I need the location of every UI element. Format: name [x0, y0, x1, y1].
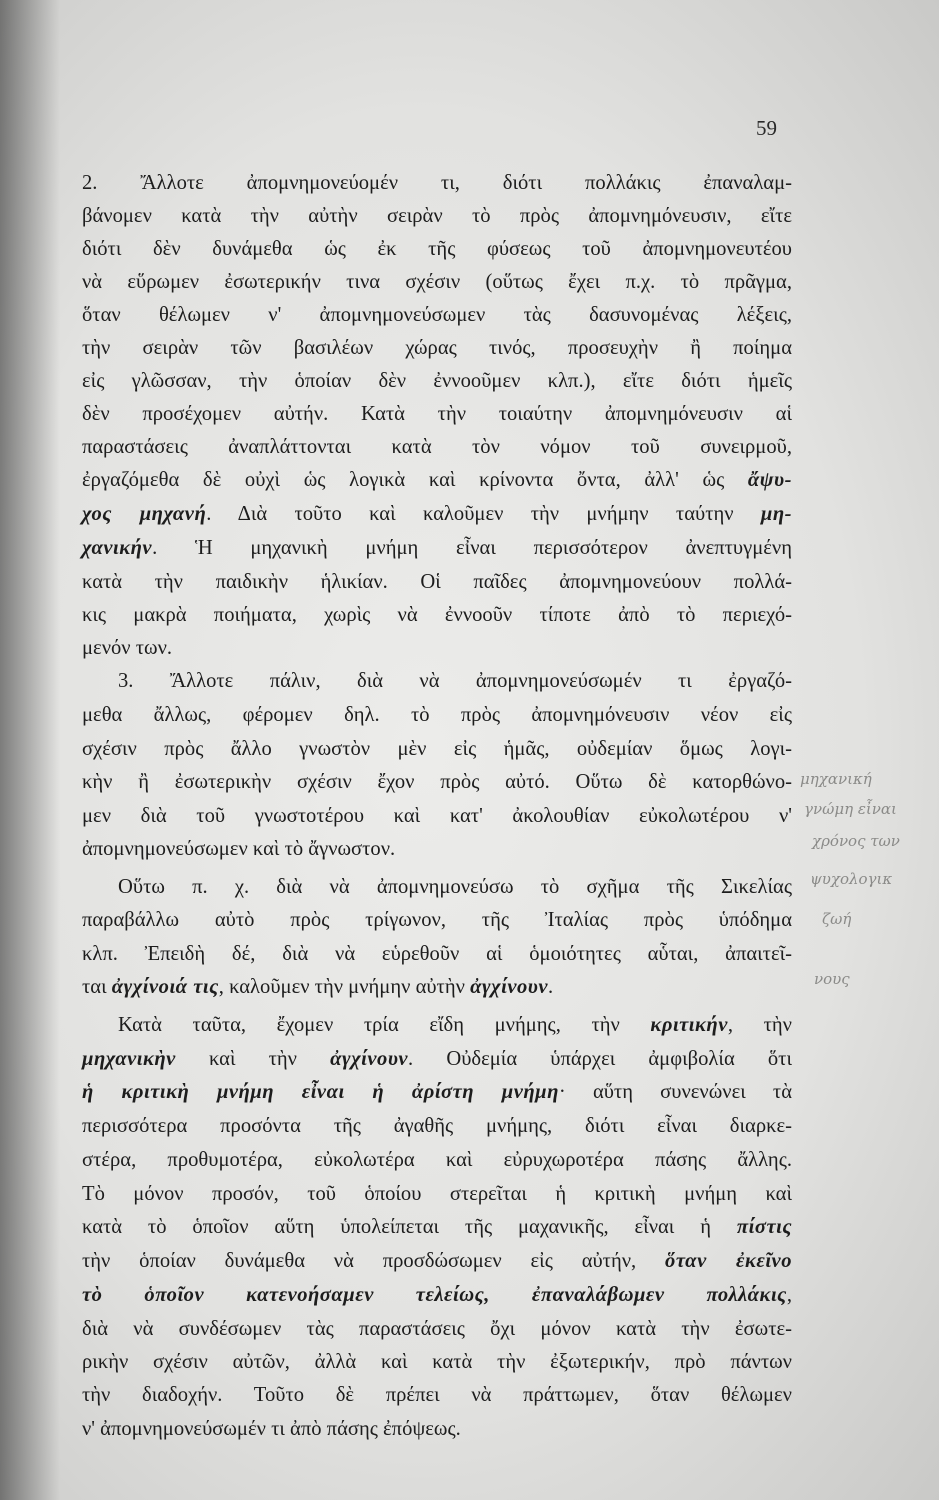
- text-run: δὲν προσέχομεν αὐτήν. Κατὰ τὴν τοιαύτην ἀπομνημόνευσιν αἱ: [82, 403, 792, 425]
- text-run: κατὰ τὸ ὁποῖον αὕτη ὑπολείπεται τῆς μαχανικῆς, εἶναι ἡ: [82, 1216, 711, 1238]
- text-run: · αὕτη συνενώνει τὰ: [558, 1081, 792, 1103]
- text-run: 2. Ἄλλοτε ἀπομνημονεύομέν τι, διότι πολλάκις ἐπαναλαμ-: [82, 172, 792, 194]
- text-run: Κατὰ ταῦτα, ἔχομεν τρία εἴδη μνήμης, τὴν: [118, 1014, 620, 1036]
- text-line: [82, 771, 792, 804]
- binding-shadow: [0, 0, 60, 1500]
- text-run: ρικὴν σχέσιν αὐτῶν, ἀλλὰ καὶ κατὰ τὴν ἐξωτερικήν, πρὸ πάντων: [82, 1351, 792, 1373]
- text-line: [82, 1250, 792, 1283]
- text-run: τὴν ὁποίαν δυνάμεθα νὰ προσδώσωμεν εἰς αὐτήν,: [82, 1250, 637, 1272]
- margin-note: νους: [814, 970, 850, 988]
- text-line: [82, 670, 792, 703]
- text-line: [82, 1115, 792, 1148]
- text-run: σχέσιν πρὸς ἄλλο γνωστὸν μὲν εἰς ἡμᾶς, οὐδεμίαν ὅμως λογι-: [82, 738, 792, 760]
- bold-phrase: πίστις: [736, 1216, 792, 1238]
- text-run: Τὸ μόνον προσόν, τοῦ ὁποίου στερεῖται ἡ κριτικὴ μνήμη καὶ: [82, 1183, 792, 1205]
- text-line: [82, 1216, 792, 1249]
- text-line: [82, 172, 792, 205]
- text-run: καὶ τὴν: [175, 1048, 297, 1070]
- margin-note: μηχανική: [800, 770, 872, 788]
- text-run: διότι δὲν δυνάμεθα ὡς ἐκ τῆς φύσεως τοῦ ἀπομνημονευτέου: [82, 238, 792, 260]
- text-run: ν' ἀπομνημονεύσωμέν τι ἀπὸ πάσης ἐπόψεως.: [82, 1418, 461, 1440]
- text-run: παραστάσεις ἀναπλάττονται κατὰ τὸν νόμον τοῦ συνειρμοῦ,: [82, 436, 792, 458]
- bold-phrase: κριτικήν: [650, 1014, 728, 1036]
- text-run: ἀπομνημονεύσωμεν καὶ τὸ ἄγνωστον.: [82, 838, 396, 860]
- text-line: [82, 1284, 792, 1317]
- text-run: . Διὰ τοῦτο καὶ καλοῦμεν τὴν μνήμην ταύτην: [206, 503, 734, 525]
- text-line: [82, 943, 792, 976]
- text-run: . Ἡ μηχανικὴ μνήμη εἶναι περισσότερον ἀνεπτυγμένη: [152, 537, 792, 559]
- bold-phrase: ἡ κριτικὴ μνήμη εἶναι ἡ ἀρίστη μνήμη: [82, 1081, 559, 1103]
- margin-note: ψυχολογικ: [810, 870, 893, 888]
- text-line: [82, 909, 792, 942]
- text-run: κλπ. Ἐπειδὴ δέ, διὰ νὰ εὑρεθοῦν αἱ ὁμοιότητες αὗται, ἀπαιτεῖ-: [82, 943, 792, 965]
- text-line: [82, 1384, 792, 1417]
- text-run: περισσότερα προσόντα τῆς ἀγαθῆς μνήμης, διότι εἶναι διαρκε-: [82, 1115, 792, 1137]
- text-line: [82, 738, 792, 771]
- text-line: [82, 403, 792, 436]
- text-run: , τὴν: [727, 1014, 792, 1036]
- text-line: [82, 838, 792, 871]
- text-line: [82, 370, 792, 403]
- text-run: 3. Ἄλλοτε πάλιν, διὰ νὰ ἀπομνημονεύσωμέν τι ἐργαζό-: [118, 670, 792, 692]
- text-line: [82, 304, 792, 337]
- bold-phrase: μηχανικὴν: [82, 1048, 176, 1070]
- text-line: [82, 604, 792, 637]
- text-line: [82, 704, 792, 737]
- bold-phrase: ἀγχίνουν: [330, 1048, 409, 1070]
- text-line: [82, 1351, 792, 1384]
- text-run: μεθα ἄλλως, φέρομεν δηλ. τὸ πρὸς ἀπομνημόνευσιν νέον εἰς: [82, 704, 792, 726]
- text-line: [82, 537, 792, 570]
- text-run: ται: [82, 976, 107, 998]
- text-run: Οὕτω π. χ. διὰ νὰ ἀπομνημονεύσω τὸ σχῆμα τῆς Σικελίας: [118, 876, 792, 898]
- text-run: κατὰ τὴν παιδικὴν ἡλικίαν. Οἱ παῖδες ἀπομνημονεύουν πολλά-: [82, 571, 792, 593]
- text-line: [82, 469, 792, 502]
- bold-phrase: μη-: [760, 503, 792, 525]
- text-run: ,: [786, 1284, 792, 1306]
- text-run: κὴν ἢ ἐσωτερικὴν σχέσιν ἔχον πρὸς αὐτό. Οὕτω δὲ κατορθώνο-: [82, 771, 792, 793]
- bold-phrase: ἀγχίνουν: [470, 976, 548, 998]
- text-line: [82, 805, 792, 838]
- text-run: ὅταν θέλωμεν ν' ἀπομνημονεύσωμεν τὰς δασυνομένας λέξεις,: [82, 304, 792, 326]
- bold-phrase: ἀγχίνοιά τις: [111, 976, 219, 998]
- text-run: τὴν διαδοχήν. Τοῦτο δὲ πρέπει νὰ πράττωμεν, ὅταν θέλωμεν: [82, 1384, 792, 1406]
- margin-note: γνώμη εἶναι: [804, 800, 897, 818]
- text-line: [82, 271, 792, 304]
- text-line: [82, 1318, 792, 1351]
- text-line: [82, 1014, 792, 1047]
- bold-phrase: χος μηχανή: [82, 503, 207, 525]
- text-line: [82, 976, 792, 1009]
- text-run: διὰ νὰ συνδέσωμεν τὰς παραστάσεις ὄχι μόνον κατὰ τὴν ἐσωτε-: [82, 1318, 792, 1340]
- bold-phrase: τὸ ὁποῖον κατενοήσαμεν τελείως, ἐπαναλάβωμεν πολλάκις: [82, 1284, 787, 1306]
- text-line: [82, 1418, 792, 1451]
- text-run: . Οὐδεμία ὑπάρχει ἀμφιβολία ὅτι: [408, 1048, 792, 1070]
- bold-phrase: ὅταν ἐκεῖνο: [665, 1250, 792, 1272]
- page-number: 59: [756, 116, 777, 140]
- text-run: , καλοῦμεν τὴν μνήμην αὐτὴν: [218, 976, 465, 998]
- text-run: βάνομεν κατὰ τὴν αὐτὴν σειρὰν τὸ πρὸς ἀπομνημόνευσιν, εἴτε: [82, 205, 792, 227]
- text-run: εἰς γλῶσσαν, τὴν ὁποίαν δὲν ἐννοοῦμεν κλπ.), εἴτε διότι ἡμεῖς: [82, 370, 792, 392]
- text-line: [82, 637, 792, 670]
- margin-note: ζωή: [822, 910, 852, 928]
- text-run: μενόν των.: [82, 637, 173, 659]
- bold-phrase: ἄψυ-: [747, 469, 792, 491]
- text-line: [82, 571, 792, 604]
- margin-note: χρόνος των: [812, 832, 900, 850]
- text-run: ἐργαζόμεθα δὲ οὐχὶ ὡς λογικὰ καὶ κρίνοντα ὄντα, ἀλλ' ὡς: [82, 469, 725, 491]
- text-run: παραβάλλω αὐτὸ πρὸς τρίγωνον, τῆς Ἰταλίας πρὸς ὑπόδημα: [82, 909, 792, 931]
- text-run: τὴν σειρὰν τῶν βασιλέων χώρας τινός, προσευχὴν ἢ ποίημα: [82, 337, 792, 359]
- text-run: .: [548, 976, 554, 998]
- text-run: νὰ εὕρωμεν ἐσωτερικήν τινα σχέσιν (οὕτως ἔχει π.χ. τὸ πρᾶγμα,: [82, 271, 792, 293]
- text-line: [82, 1149, 792, 1182]
- text-line: [82, 503, 792, 536]
- text-run: στέρα, προθυμοτέρα, εὐκολωτέρα καὶ εὐρυχωροτέρα πάσης ἄλλης.: [82, 1149, 792, 1171]
- text-line: [82, 1048, 792, 1081]
- text-line: [82, 238, 792, 271]
- text-run: κις μακρὰ ποιήματα, χωρὶς νὰ ἐννοοῦν τίποτε ἀπὸ τὸ περιεχό-: [82, 604, 792, 626]
- text-line: [82, 337, 792, 370]
- text-line: [82, 205, 792, 238]
- text-line: [82, 1183, 792, 1216]
- bold-phrase: χανικήν: [82, 537, 153, 559]
- text-line: [82, 1081, 792, 1114]
- text-run: μεν διὰ τοῦ γνωστοτέρου καὶ κατ' ἀκολουθίαν εὐκολωτέρου ν': [82, 805, 792, 827]
- text-line: [82, 436, 792, 469]
- text-line: [82, 876, 792, 909]
